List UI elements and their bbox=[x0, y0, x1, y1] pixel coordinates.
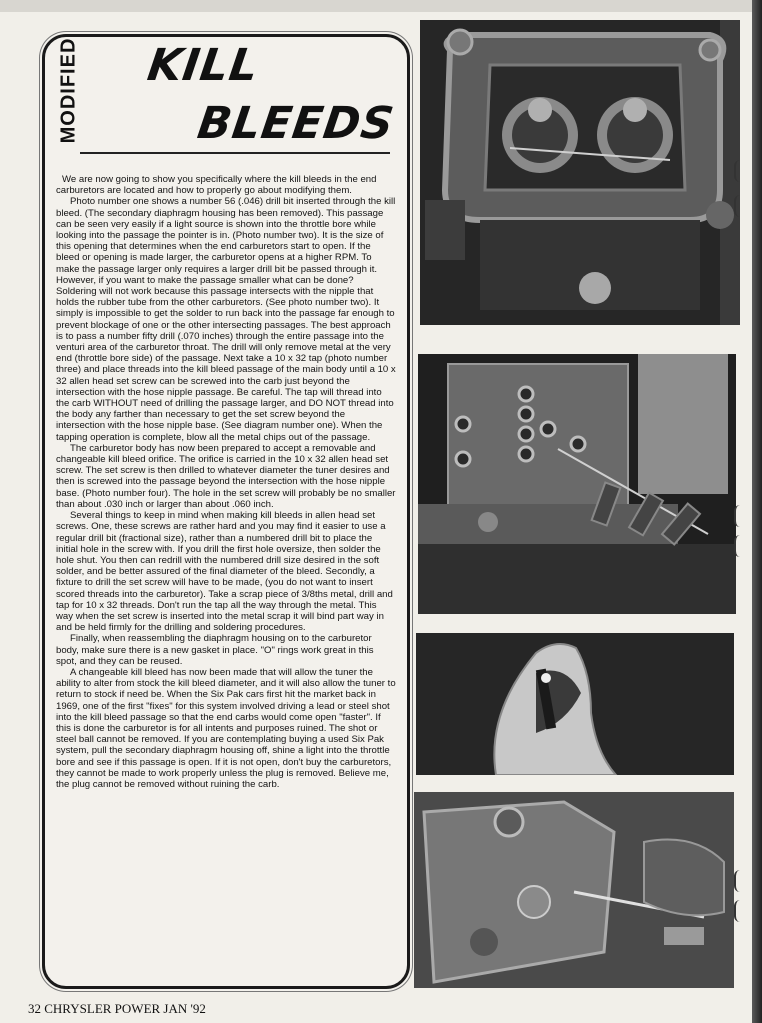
margin-mark bbox=[734, 900, 748, 922]
margin-mark bbox=[734, 870, 748, 892]
kicker-text: MODIFIED bbox=[57, 37, 80, 143]
carburetor-side-photo bbox=[418, 354, 736, 614]
title-rule bbox=[80, 152, 390, 154]
article-kicker bbox=[54, 37, 84, 143]
paragraph: We are now going to show you specifically where the kill bleeds in the end carburetors are located and how to properly go about modifying them. bbox=[56, 174, 377, 197]
margin-mark bbox=[734, 505, 748, 527]
set-screw-photo bbox=[414, 792, 734, 988]
paragraph: Several things to keep in mind when making kill bleeds in allen head set screws. One, these screws are rather hard and you may find it easier to use a regular drill bit (fractional size), rather than a numbered drill bit to place the initial hole in the screw with. If you drill the first hole oversize, then solder the hole shut. You then can redrill with the numbered drill size desired in the soft solder, and be better assured of the final diameter of the bleed. Secondly, a fixture to drill the set screw will have to be made, (you do not want to insert scored threads into the carburetor). Take a scrap piece of 3/8ths metal, drill and tap for 10 x 32 threads. Don't run the tap all the way through the metal. This way when the set screw is inserted into the metal scrap it will bind part way in and be held firmly for the drilling and soldering procedures. bbox=[56, 510, 393, 634]
margin-mark bbox=[734, 160, 748, 182]
headline-line-1: KILL bbox=[144, 40, 263, 91]
paragraph: Photo number one shows a number 56 (.046) drill bit inserted through the kill bleed. (The secondary diaphragm housing has been removed). This passage can be seen very easily if a light source is shown into the throttle bore while looking into the passage the pointer is in. (Photo number two). It is the size of this opening that determines when the end carburetors start to open. If the bleed or opening is made larger, the carburetor opens at a higher RPM. To make the passage larger only requires a larger drill bit be passed through it. However, if you want to make the passage smaller what can be done? Soldering will not work because this passage intersects with the nipple that holds the rubber tube from the other carburetors. (See photo number two). It simply is impossible to get the solder to run back into the passage far enough to prevent blockage of one or the other intersecting passages. The best approach is to pass a number fifty drill (.070 inches) through the entire passage into the venturi area of the carburetor throat. The drill will only remove metal at the very end (throttle bore side) of the passage. Next take a 10 x 32 tap (photo number three) and place threads into the kill bleed passage of the main body until a 10 x 32 allen head set screw can be screwed into the carb just beyond the intersection with the hose nipple passage. Be careful. The tap will thread into the carb WITHOUT need of drilling the passage larger, and DO NOT thread into the body any farther than necessary to get the set screw beyond the intersection with the hose nipple base. (See diagram number one). When the tapping operation is complete, blow all the metal chips out of the passage. bbox=[56, 196, 396, 443]
headline-line-2: BLEEDS bbox=[194, 98, 398, 149]
page-folio: 32 CHRYSLER POWER JAN '92 bbox=[28, 1001, 206, 1016]
tap-in-pliers-photo bbox=[416, 633, 734, 775]
margin-mark bbox=[734, 535, 748, 557]
paragraph: Finally, when reassembling the diaphragm housing on to the carburetor body, make sure there is a new gasket in place. "O" rings work great in this spot, and they can be reused. bbox=[56, 633, 374, 667]
page-binding-edge bbox=[752, 0, 762, 1023]
margin-mark bbox=[734, 195, 748, 217]
paragraph: The carburetor body has now been prepared to accept a removable and changeable kill bleed orifice. The orifice is carried in the 10 x 32 allen head set screw. The set screw is then drilled to whatever diameter the tuner desires and then is screwed into the passage beyond the intersection with the hose nipple base. (Photo number four). The hole in the set screw will probably be no smaller than about .030 inch or larger than about .060 inch. bbox=[56, 442, 396, 510]
carburetor-top-photo bbox=[420, 20, 740, 325]
article-body bbox=[56, 174, 396, 790]
page-top-edge bbox=[0, 0, 762, 12]
paragraph: A changeable kill bleed has now been made that will allow the tuner the ability to alter from stock the kill bleed diameter, and it will also allow the tuner to return to stock if need be. When the Six Pak cars first hit the market back in 1969, one of the first "fixes" for this system involved driving a lead or steel shot into the kill bleed passage so that the end carbs would come open "faster". If this is done the carburetor is for all intents and purposes ruined. The shot or steel ball cannot be removed. If you are contemplating buying a used Six Pak system, pull the secondary diaphragm housing off, shine a light into the throttle bore and see if this passage is open. If it is not open, don't buy the carburetors, they cannot be made to work properly unless the plug is removed. Believe me, the plug cannot be removed without ruining the carb. bbox=[56, 666, 396, 790]
